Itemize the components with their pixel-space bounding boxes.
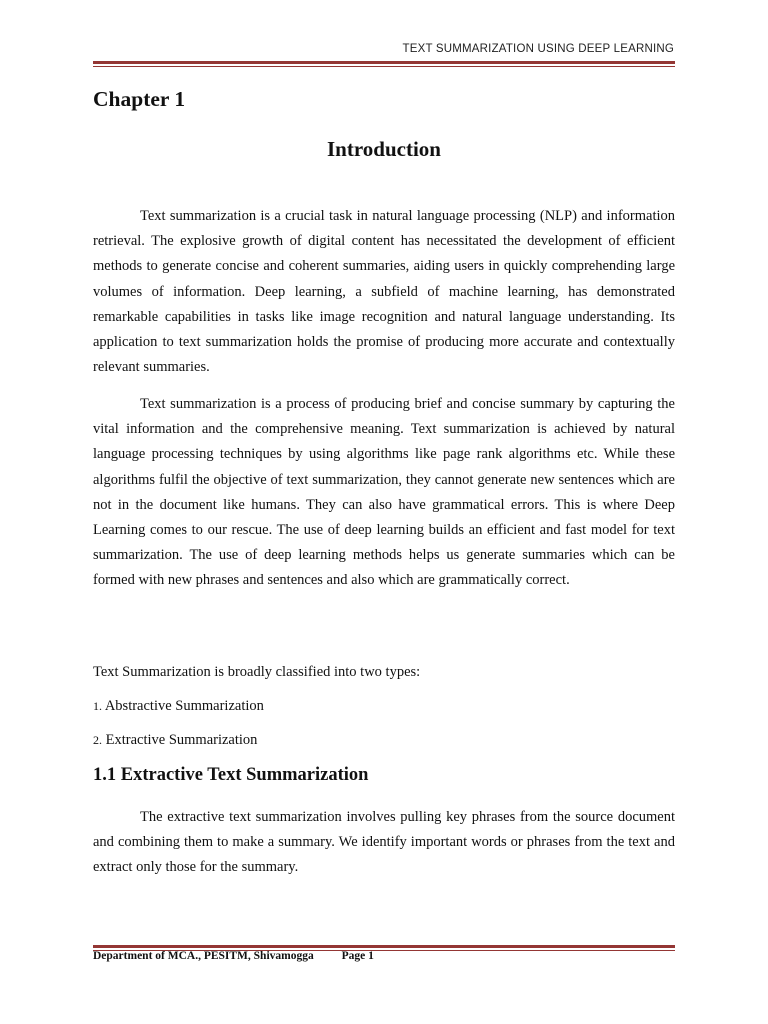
chapter-title: Chapter 1 (93, 87, 186, 111)
header-rule (93, 61, 675, 67)
types-intro: Text Summarization is broadly classified into two types: (93, 664, 421, 680)
list-item (93, 730, 675, 750)
list-item-label: Extractive Summarization (105, 732, 258, 748)
list-item (93, 696, 675, 716)
footer-department: Department of MCA., PESITM, Shivamogga (93, 950, 314, 962)
subsection-heading: 1.1 Extractive Text Summarization (93, 765, 369, 785)
subsection-paragraph: The extractive text summarization involves pulling key phrases from the source document and combining them to make a summary. We identify important words or phrases from the text and extract only those for the summary. (93, 809, 675, 876)
intro-paragraph-2: Text summarization is a process of producing brief and concise summary by capturing the vital information and the comprehensive meaning. Text summarization is achieved by natural language processing techniques by using algorithms like page rank algorithms etc. While these algorithms fulfil the objective of text summarization, they cannot generate new sentences which are not in the document like humans. They can also have grammatical errors. This is where Deep Learning comes to our rescue. The use of deep learning builds an efficient and fast model for text summarization. The use of deep learning methods helps us generate summaries which can be formed with new phrases and sentences and also which are grammatically correct. (93, 396, 675, 589)
section-heading: Introduction (327, 137, 441, 161)
footer-page-number: Page 1 (341, 950, 374, 962)
list-item-number: 2. (93, 733, 102, 747)
intro-paragraph-1: Text summarization is a crucial task in natural language processing (NLP) and information retrieval. The explosive growth of digital content has necessitated the development of efficient methods to generate concise and coherent summaries, aiding users in quickly comprehending large volumes of information. Deep learning, a subfield of machine learning, has demonstrated remarkable capabilities in tasks like image recognition and natural language understanding. Its application to text summarization holds the promise of producing more accurate and contextually relevant summaries. (93, 208, 675, 376)
list-item-label: Abstractive Summarization (104, 698, 264, 714)
page-footer (93, 950, 374, 962)
list-item-number: 1. (93, 699, 102, 713)
running-header: TEXT SUMMARIZATION USING DEEP LEARNING (402, 43, 674, 55)
